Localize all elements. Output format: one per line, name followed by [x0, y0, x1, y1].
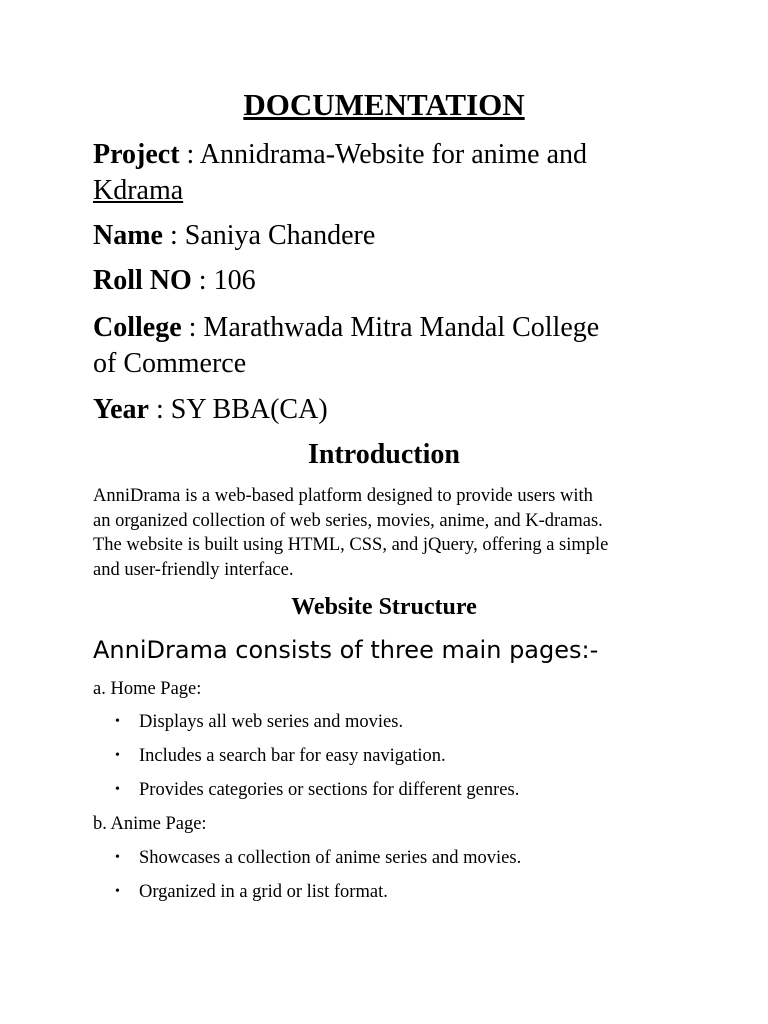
intro-line: The website is built using HTML, CSS, and jQuery, offering a simple — [93, 535, 609, 555]
home-page-heading: a. Home Page: — [93, 679, 202, 699]
intro-line: an organized collection of web series, movies, anime, and K-dramas. — [93, 510, 603, 531]
introduction-paragraph — [93, 484, 683, 582]
bullet-icon: • — [115, 748, 120, 763]
anime-page-list — [93, 846, 693, 914]
college-value-line1: Marathwada Mitra Mandal College — [203, 312, 600, 343]
list-item-text: Organized in a grid or list format. — [139, 882, 388, 902]
list-item — [93, 710, 693, 744]
project-label: Project — [93, 139, 180, 170]
home-page-list — [93, 710, 693, 812]
college-label: College — [93, 312, 182, 343]
intro-line: AnniDrama is a web-based platform designed to provide users with — [93, 486, 593, 506]
bullet-icon: • — [115, 714, 120, 729]
list-item — [93, 744, 693, 778]
list-item-text: Includes a search bar for easy navigation. — [139, 746, 446, 766]
roll-no-value: 106 — [213, 265, 256, 296]
year-field — [93, 392, 683, 428]
anime-page-heading: b. Anime Page: — [93, 814, 207, 834]
list-item — [93, 846, 693, 880]
document-title: DOCUMENTATION — [243, 87, 525, 122]
list-item — [93, 778, 693, 812]
bullet-icon: • — [115, 782, 120, 797]
list-item-text: Showcases a collection of anime series and movies. — [139, 848, 522, 868]
bullet-icon: • — [115, 884, 120, 899]
year-label: Year — [93, 394, 149, 425]
roll-no-separator: : — [191, 265, 214, 296]
structure-summary: AnniDrama consists of three main pages:- — [93, 636, 599, 664]
name-field — [93, 218, 683, 254]
project-value-line1: Annidrama-Website for anime and — [199, 139, 588, 170]
roll-no-field — [93, 263, 683, 299]
year-separator: : — [148, 394, 171, 425]
list-item — [93, 880, 693, 914]
project-field — [93, 137, 683, 209]
roll-no-label: Roll NO — [93, 265, 192, 296]
intro-line: and user-friendly interface. — [93, 559, 294, 580]
name-value: Saniya Chandere — [184, 220, 376, 251]
bullet-icon: • — [115, 850, 120, 865]
list-item-text: Provides categories or sections for different genres. — [139, 780, 520, 800]
college-value-line2: of Commerce — [93, 348, 247, 379]
project-value-line2: Kdrama — [93, 175, 184, 206]
introduction-heading: Introduction — [308, 439, 460, 470]
name-separator: : — [162, 220, 185, 251]
name-label: Name — [93, 220, 163, 251]
project-separator: : — [179, 139, 200, 170]
website-structure-heading: Website Structure — [291, 594, 477, 620]
list-item-text: Displays all web series and movies. — [139, 712, 404, 732]
year-value: SY BBA(CA) — [170, 394, 328, 425]
college-separator: : — [181, 312, 204, 343]
college-field — [93, 310, 683, 382]
